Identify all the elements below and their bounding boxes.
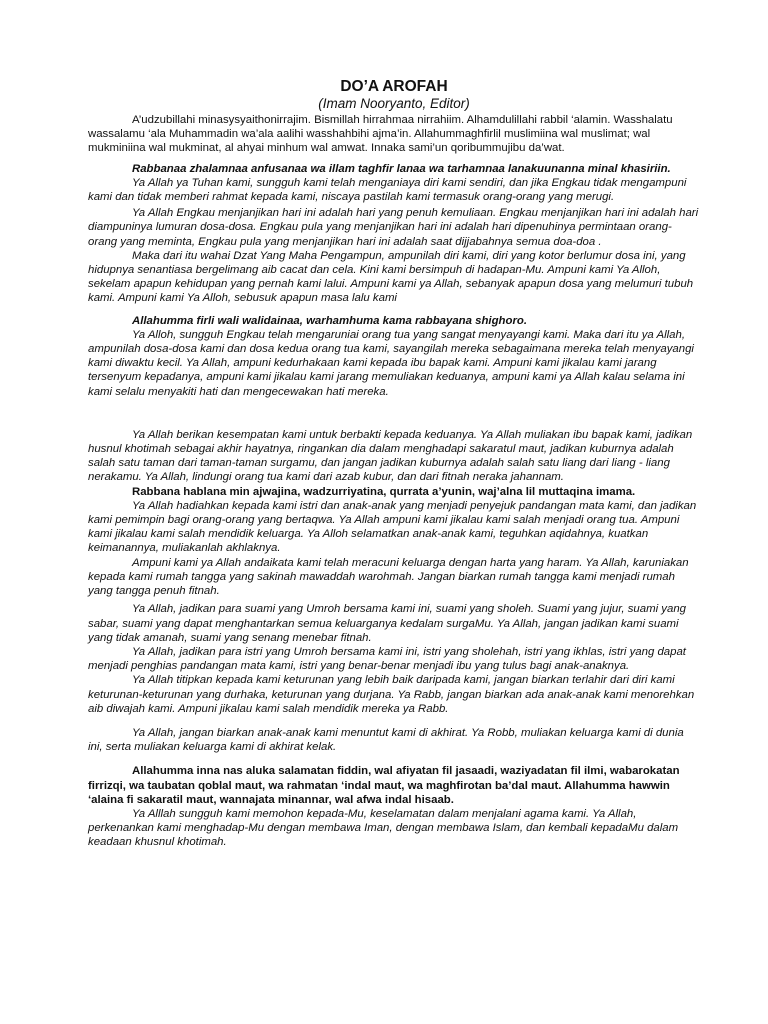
translation-paragraph: Ya Allah titipkan kepada kami keturunan yang lebih baik daripada kami, jangan biarkan terlahir dari diri kami keturunan-keturunan yang durhaka, keturunan yang durjana. Ya Rabb, jangan biarkan ada anak-anak kami menorehkan aib diwajah kami. Ampuni jikalau kami salah mendidik mereka ya Rabb. xyxy=(88,674,695,715)
page-title: DO’A AROFAH xyxy=(340,78,448,95)
translation-paragraph: Ampuni kami ya Allah andaikata kami telah meracuni keluarga dengan harta yang haram. Ya Allah, karuniakan kepada kami rumah tangga yang sakinah mawaddah warohmah. Jangan biarkan rumah tangga kami menjadi rumah yang tangga penuh fitnah. xyxy=(88,556,689,598)
translation-paragraph: Ya Allah hadiahkan kepada kami istri dan anak-anak yang menjadi penyejuk pandangan mata kami, dan jadikan kami pemimpin bagi orang-orang yang bertaqwa. Ya Allah ampuni kami jikalau kami salah menjadi orang tua. Ampuni kami jikalau kami salah mendidik keluarga. Ya Alloh selamatkan anak-anak kami, teguhkan aqidahnya, kuatkan keimanannya, muliakanlah akhlaknya. xyxy=(88,499,697,555)
translation-paragraph: Maka dari itu wahai Dzat Yang Maha Pengampun, ampunilah diri kami, diri yang kotor berlumur dosa ini, yang hidupnya senantiasa bergelimang aib cacat dan cela. Kini kami bersimpuh di hadapan-Mu. Ampuni kami Ya Alloh, sekelam apapun kehidupan yang pernah kami lalui. Ampuni kami ya Allah, sebanyak apapun dosa yang melumuri tubuh kami. Ampuni kami Ya Alloh, sebusuk apapun masa lalu kami xyxy=(88,249,694,305)
arabic-prayer-3: Rabbana hablana min ajwajina, wadzurriyatina, qurrata a’yunin, waj’alna lil muttaqina imama. xyxy=(132,485,636,498)
translation-paragraph: Ya Allah, jangan biarkan anak-anak kami menuntut kami di akhirat. Ya Robb, muliakan keluarga kami di dunia ini, serta muliakan keluarga kami di akhirat kelak. xyxy=(88,726,684,754)
document-page xyxy=(88,78,700,850)
arabic-prayer-2: Allahumma firli wali walidainaa, warhamhuma kama rabbayana shighoro. xyxy=(132,314,527,327)
translation-paragraph: Ya Allah ya Tuhan kami, sungguh kami telah menganiaya diri kami sendiri, dan jika Engkau tidak mengampuni kami dan tidak memberi rahmat kepada kami, niscaya pastilah kami termasuk orang-orang yang merugi. xyxy=(88,176,687,204)
arabic-prayer-1: Rabbanaa zhalamnaa anfusanaa wa illam taghfir lanaa wa tarhamnaa lanakuunanna minal khasiriin. xyxy=(132,162,671,175)
page-subtitle: (Imam Nooryanto, Editor) xyxy=(318,96,470,111)
translation-paragraph: Ya Allah, jadikan para suami yang Umroh bersama kami ini, suami yang sholeh. Suami yang jujur, suami yang sabar, suami yang dapat menghantarkan semua keluarganya kedalam surgaMu. Ya Allah, jangan jadikan kami suami yang tidak amanah, suami yang senang menebar fitnah. xyxy=(88,603,686,644)
arabic-prayer-4: Allahumma inna nas aluka salamatan fiddin, wal afiyatan fil jasaadi, waziyadatan fil ilmi, wabarokatan firrizqi, wa taubatan qoblal maut, wa rahmatan ‘indal maut, wa maghfirotan ba’dal maut. Allahumma hawwin ‘alaina fi sakaratil maut, wannajata minannar, wal afwa indal hisaab. xyxy=(88,765,680,806)
translation-paragraph: Ya Allah berikan kesempatan kami untuk berbakti kepada keduanya. Ya Allah muliakan ibu bapak kami, jadikan husnul khotimah sebagai akhir hayatnya, ringankan dia dalam menghadapi sakaratul maut, jadikan kuburnya adalah salah satu taman dari taman-taman surgamu, dan jangan jadikan kuburnya adalah salah satu liang dari liang - liang nerakamu. Ya Allah, lindungi orang tua kami dari azab kubur, dan dari fitnah neraka jahannam. xyxy=(88,428,693,484)
opening-paragraph: A’udzubillahi minasysyaithonirrajim. Bismillah hirrahmaa nirrahiim. Alhamdulillahi rabbil ‘alamin. Wasshalatu wassalamu ‘ala Muhammadin wa’ala aalihi wasshahbihi ajma’in. Allahummaghfirlil muslimiina wal muslimat; wal mukminiina wal mukminat, al ahyai minhum wal amwat. Innaka sami’un qoribummujibu da’wat. xyxy=(88,114,673,155)
translation-paragraph: Ya Allah Engkau menjanjikan hari ini adalah hari yang penuh kemuliaan. Engkau menjanjikan hari ini adalah hari diampuninya lumuran dosa-dosa. Engkau pula yang menjanjikan hari ini adalah hari dipenuhinya permintaan orang-orang yang meminta, Engkau pula yang menjanjikan hari ini adalah saat dijjabahnya semua doa-doa . xyxy=(88,207,699,248)
translation-paragraph: Ya Alllah sungguh kami memohon kepada-Mu, keselamatan dalam menjalani agama kami. Ya Allah, perkenankan kami menghadap-Mu dengan membawa Iman, dengan membawa Islam, dan kembali kepadaMu dalam keadaan khusnul khotimah. xyxy=(88,807,679,849)
translation-paragraph: Ya Allah, jadikan para istri yang Umroh bersama kami ini, istri yang sholehah, istri yang ikhlas, istri yang dapat menjadi penghias pandangan mata kami, istri yang benar-benar menjadi ibu yang tulus bagi anak-anaknya. xyxy=(88,645,686,673)
translation-paragraph: Ya Alloh, sungguh Engkau telah mengaruniai orang tua yang sangat menyayangi kami. Maka dari itu ya Allah, ampunilah dosa-dosa kami dan dosa kedua orang tua kami, sayangilah mereka sebagaimana mereka telah menyayangi kami diwaktu kecil. Ya Allah, ampuni kedurhakaan kami kepada ibu bapak kami. Ampuni kami jikalau kami jarang tersenyum kepadanya, ampuni kami jikalau kami jarang memuliakan keduanya, ampuni kami ya Allah kalau selama ini kami selalu menyakiti hati dan mengecewakan hati mereka. xyxy=(88,328,694,398)
